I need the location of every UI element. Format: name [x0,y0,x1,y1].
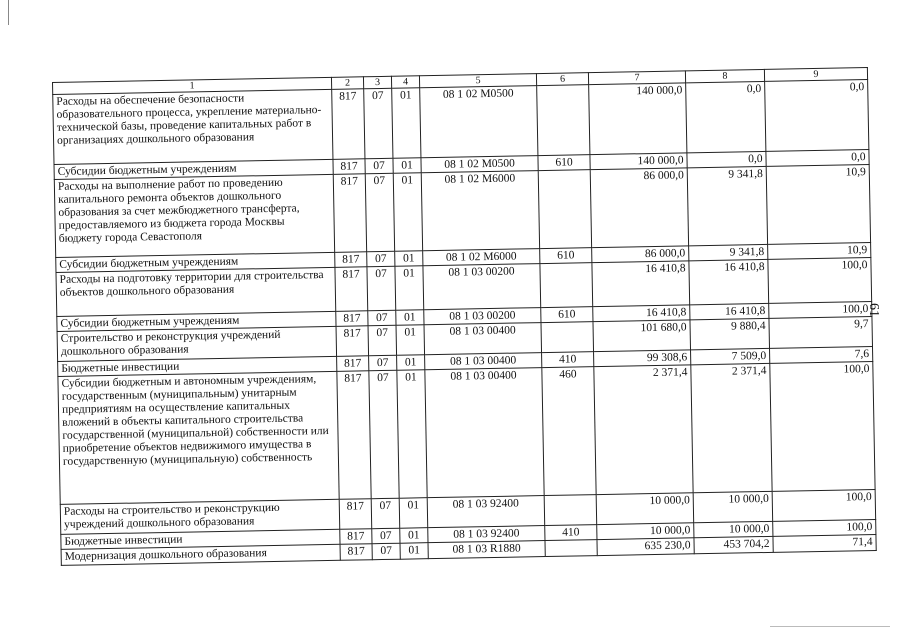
header-cell: 3 [363,76,391,89]
executed-amount-cell: 16 410,8 [689,259,769,304]
target-article-cell: 08 1 03 R1880 [428,541,545,559]
expense-type-cell [538,170,591,249]
percent-cell: 100,0 [773,519,876,536]
executed-amount-cell: 7 509,0 [691,348,770,364]
section-cell: 07 [367,266,396,311]
row-name-cell: Субсидии бюджетным учреждениям [56,252,335,272]
target-article-cell: 08 1 02 М6000 [423,249,540,266]
expense-type-cell: 610 [540,248,592,264]
table-row [58,362,875,505]
percent-cell: 71,4 [773,534,876,552]
budget-table-sheet [52,67,877,612]
percent-cell: 0,0 [766,150,869,167]
executed-amount-cell: 9 341,8 [687,166,767,245]
percent-cell: 0,0 [765,80,869,152]
expense-type-cell [541,322,594,353]
target-article-cell: 08 1 03 00400 [425,353,542,370]
section-cell: 07 [367,251,395,267]
code-cell: 817 [335,267,368,312]
code-cell: 817 [340,529,372,545]
expense-type-cell: 460 [542,367,596,496]
target-article-cell: 08 1 03 00400 [424,323,542,355]
section-cell: 07 [369,355,397,371]
row-name-cell: Модернизация дошкольного образования [61,544,340,565]
target-article-cell: 08 1 03 00200 [423,264,541,310]
planned-amount-cell: 99 308,6 [594,350,691,367]
target-article-cell: 08 1 02 М0500 [420,86,538,158]
planned-amount-cell: 140 000,0 [590,153,687,170]
expense-type-cell [545,540,597,557]
percent-cell: 100,0 [768,258,872,304]
subsection-cell: 01 [395,251,423,267]
code-cell: 817 [339,499,372,530]
percent-cell: 100,0 [772,489,876,521]
section-cell: 07 [372,528,400,544]
row-name-cell: Расходы на строительство и реконструкцию учреждений дошкольного образования [60,499,340,534]
planned-amount-cell: 86 000,0 [592,246,689,263]
budget-table [52,67,877,566]
subsection-cell: 01 [396,310,424,326]
subsection-cell: 01 [397,370,427,498]
section-cell: 07 [371,498,400,529]
planned-amount-cell: 10 000,0 [596,493,694,525]
header-cell: 7 [588,71,685,85]
row-name-cell: Бюджетные инвестиции [58,356,337,376]
target-article-cell: 08 1 02 М6000 [421,171,539,251]
planned-amount-cell: 2 371,4 [594,365,693,495]
planned-amount-cell: 16 410,8 [593,305,690,322]
subsection-cell: 01 [395,266,424,311]
subsection-cell: 01 [399,498,428,529]
section-cell: 07 [372,543,400,560]
code-cell: 817 [332,89,365,160]
target-article-cell: 08 1 03 92400 [428,526,545,543]
planned-amount-cell: 140 000,0 [589,83,687,155]
section-cell: 07 [368,310,396,326]
scan-edge-mark [770,626,890,627]
code-cell: 817 [336,311,368,327]
header-cell: 9 [764,68,867,82]
executed-amount-cell: 453 704,2 [694,536,773,553]
section-cell: 07 [364,88,393,159]
planned-amount-cell: 86 000,0 [590,168,688,248]
row-name-cell: Расходы на подготовку территории для строительства объектов дошкольного образования [56,267,336,316]
page-number: 61 [866,303,881,317]
executed-amount-cell: 9 880,4 [690,318,770,349]
executed-amount-cell: 10 000,0 [693,491,773,522]
subsection-cell: 01 [392,88,421,159]
header-cell: 5 [419,74,536,88]
percent-cell: 10,9 [768,243,871,260]
expense-type-cell: 610 [538,155,590,171]
row-name-cell: Строительство и реконструкция учреждений дошкольного образования [57,326,337,361]
target-article-cell: 08 1 02 М0500 [421,156,538,173]
subsection-cell: 01 [400,543,428,560]
row-name-cell: Субсидии бюджетным учреждениям [54,159,333,179]
code-cell: 817 [337,371,371,500]
row-name-cell: Расходы на обеспечение безопасности образовательного процесса, укрепление материально-технической базы, проведение капитальных работ в организациях дошкольного образования [53,89,333,164]
expense-type-cell [544,495,597,526]
scan-edge-mark [8,0,9,25]
expense-type-cell [537,85,590,156]
code-cell: 817 [333,159,365,175]
section-cell: 07 [365,158,393,174]
row-name-cell: Бюджетные инвестиции [61,529,340,549]
expense-type-cell: 410 [545,525,597,541]
planned-amount-cell: 635 230,0 [597,538,694,556]
planned-amount-cell: 10 000,0 [597,523,694,540]
row-name-cell: Субсидии бюджетным и автономным учреждениям, государственным (муниципальным) унитарным предприятиям на осуществление капитальных вложений в объекты капитального строительства государственной (муниципальной) собственности или приобретение объектов недвижимого имущества в государственную (муниципальную) собственность [58,371,339,504]
section-cell: 07 [369,370,399,498]
row-name-cell: Субсидии бюджетным учреждениям [57,311,336,331]
percent-cell: 100,0 [769,302,872,319]
target-article-cell: 08 1 03 00200 [424,308,541,325]
table-body [53,68,877,566]
code-cell: 817 [337,356,369,372]
percent-cell: 9,7 [769,317,873,349]
header-cell: 8 [685,69,764,82]
percent-cell: 10,9 [766,165,870,245]
percent-cell: 7,6 [770,347,873,364]
code-cell: 817 [336,326,369,357]
target-article-cell: 08 1 03 92400 [427,496,545,528]
executed-amount-cell: 9 341,8 [689,244,768,260]
code-cell: 817 [333,174,366,253]
code-cell: 817 [335,252,367,268]
executed-amount-cell: 2 371,4 [691,363,772,492]
subsection-cell: 01 [396,325,425,356]
expense-type-cell: 410 [542,352,594,368]
header-cell: 6 [536,73,588,86]
subsection-cell: 01 [400,528,428,544]
executed-amount-cell: 0,0 [687,151,766,167]
percent-cell: 100,0 [770,362,875,492]
expense-type-cell [540,263,593,308]
subsection-cell: 01 [397,355,425,371]
executed-amount-cell: 16 410,8 [690,303,769,319]
planned-amount-cell: 101 680,0 [593,320,691,352]
header-cell: 4 [391,76,419,89]
executed-amount-cell: 10 000,0 [694,521,773,537]
target-article-cell: 08 1 03 00400 [425,368,544,498]
row-name-cell: Расходы на выполнение работ по проведению капитального ремонта объектов дошкольного образования за счет межбюджетного трансферта, предоставляемого из бюджета города Москвы бюджету города Севастополя [54,174,334,257]
planned-amount-cell: 16 410,8 [592,261,690,307]
subsection-cell: 01 [393,158,421,174]
table-row [54,165,870,258]
subsection-cell: 01 [393,173,422,252]
executed-amount-cell: 0,0 [686,81,766,152]
section-cell: 07 [365,173,394,252]
header-cell: 2 [331,77,363,90]
code-cell: 817 [340,544,372,561]
section-cell: 07 [368,325,397,356]
header-cell: 1 [53,77,332,94]
expense-type-cell: 610 [541,307,593,323]
